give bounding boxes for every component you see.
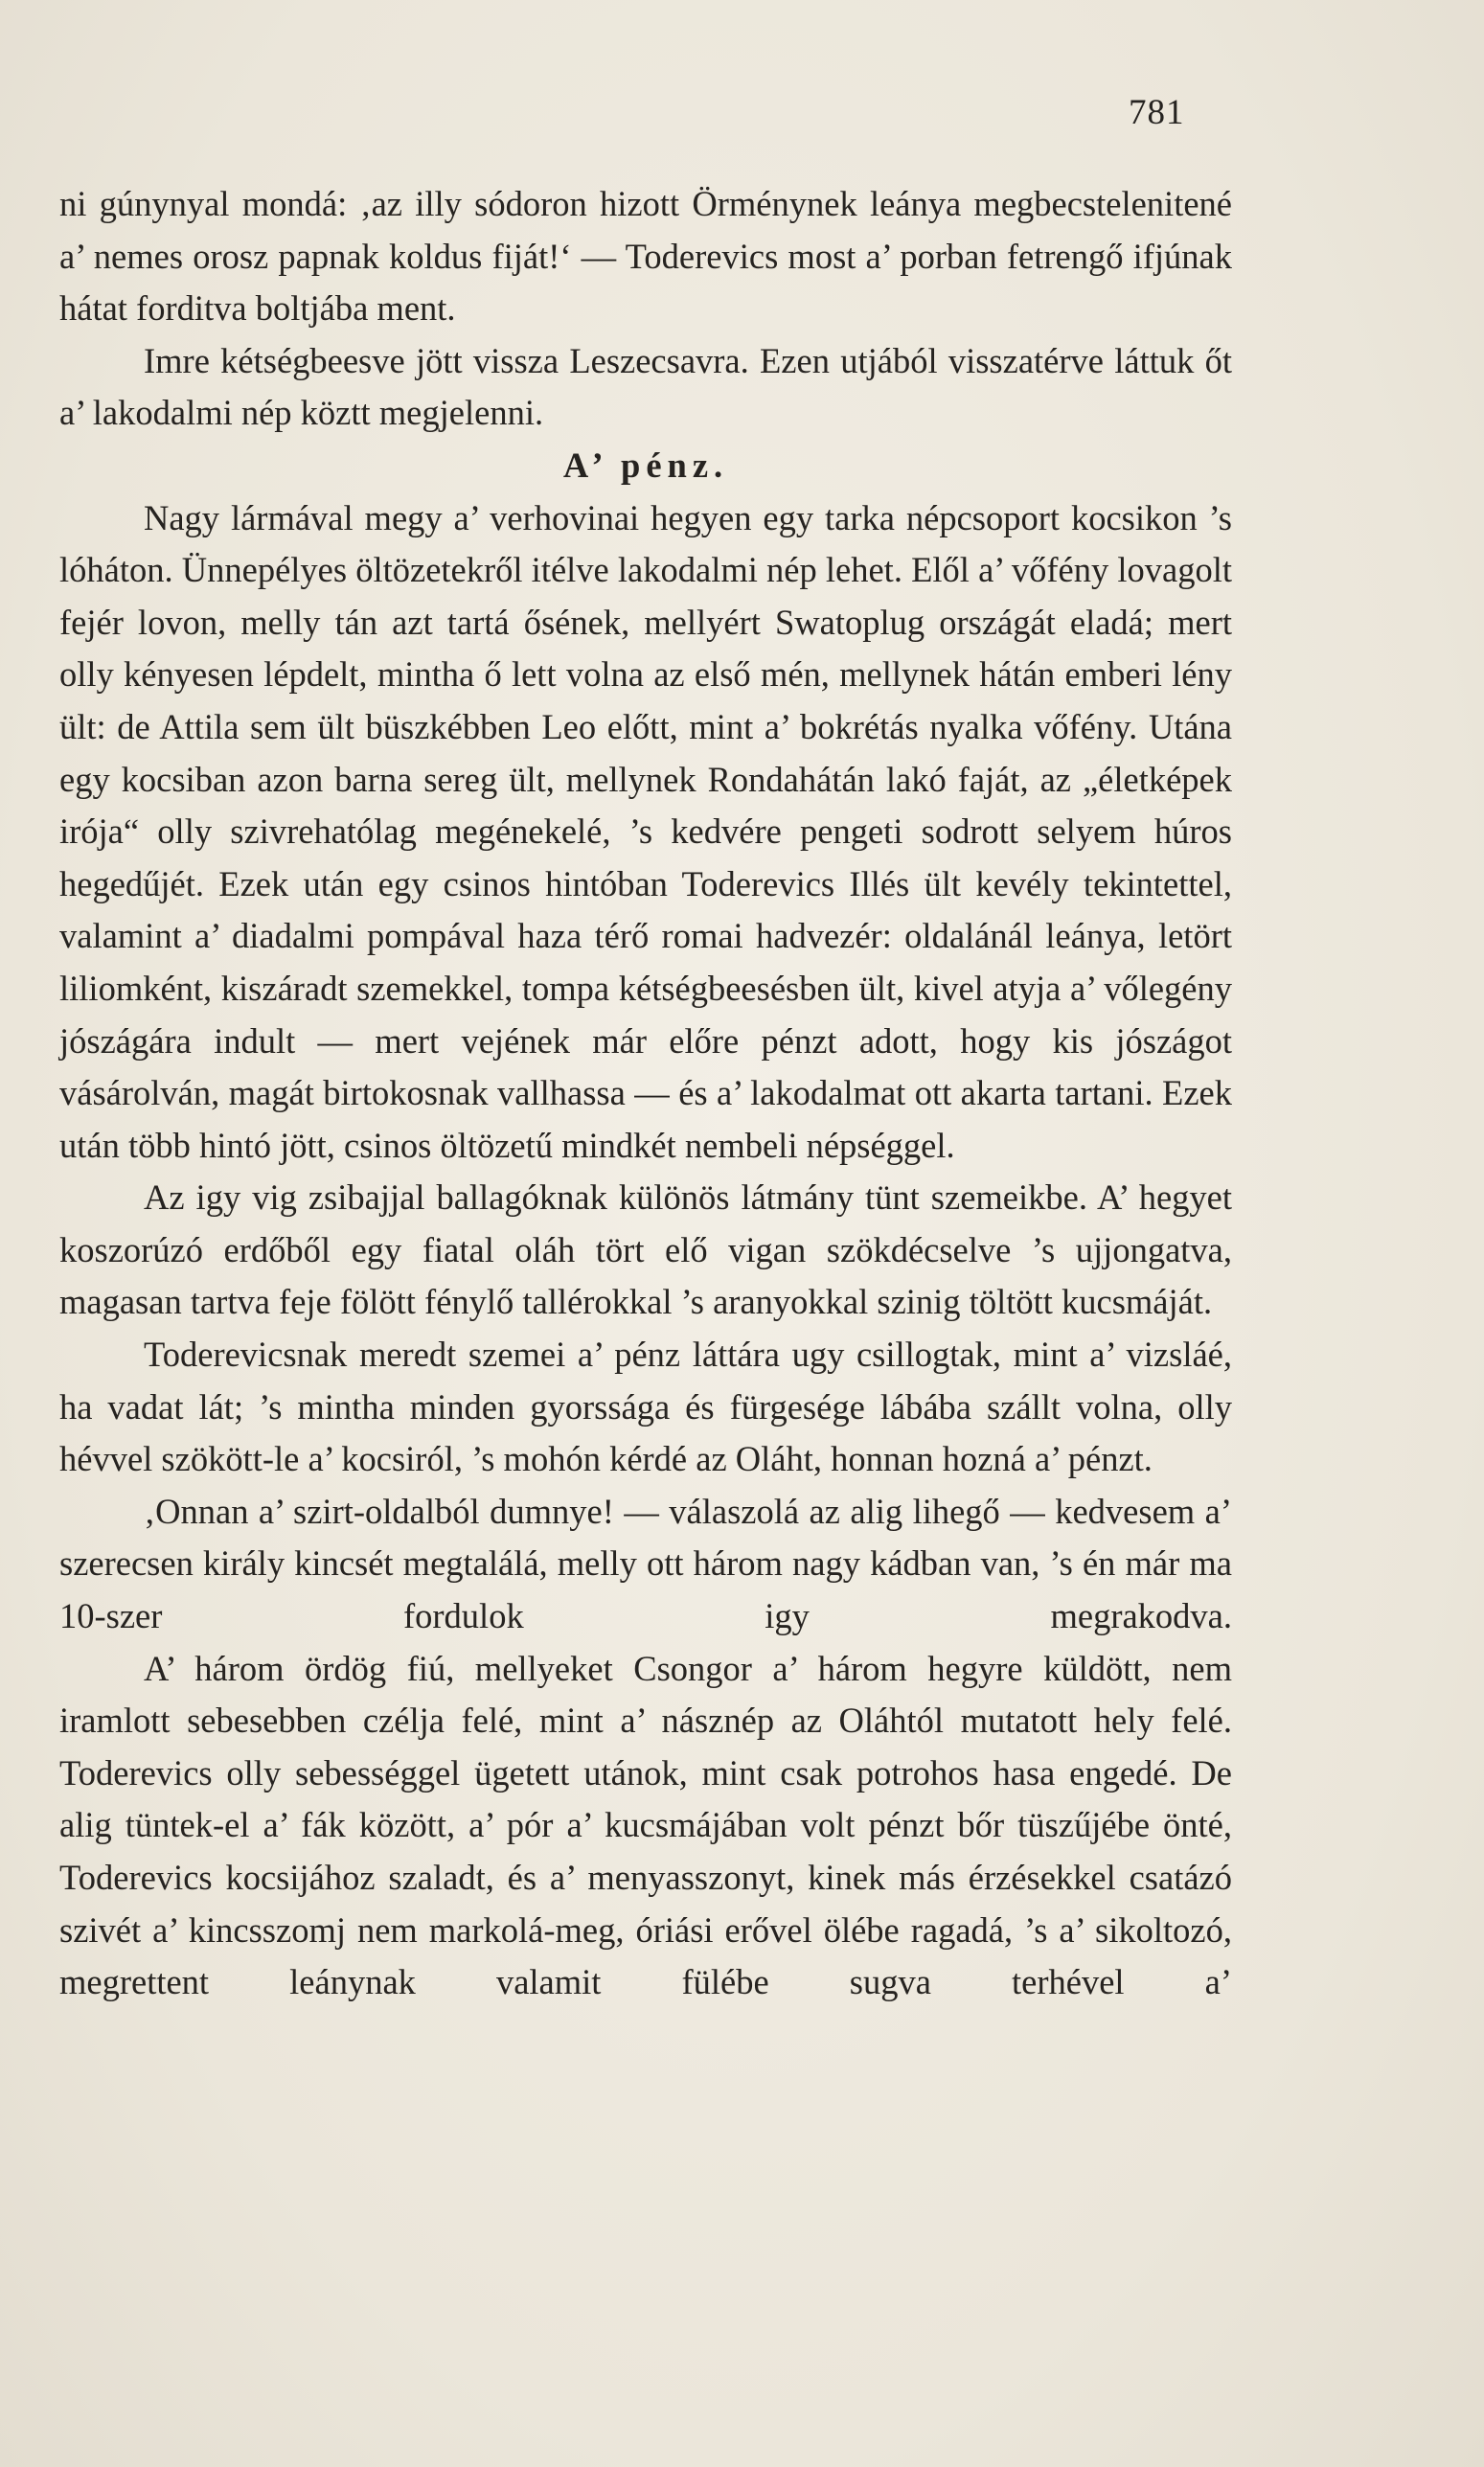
page-number: 781 [1129, 93, 1185, 132]
paragraph: ‚Onnan a’ szirt-oldalból dumnye! — válaszolá az alig lihegő — kedvesem a’ szerecsen király kincsét megtalálá, melly ott három nagy kádban van, ’s én már ma 10-szer fordulok igy megrakodva. [59, 1491, 1232, 1636]
paragraph: Imre kétségbeesve jött vissza Leszecsavra. Ezen utjából visszatérve láttuk őt a’ lakodalmi nép köztt megjelenni. [59, 340, 1232, 433]
section-heading: A’ pénz. [562, 445, 729, 485]
body-text [59, 178, 1232, 2009]
paragraph: Nagy lármával megy a’ verhovinai hegyen egy tarka népcsoport kocsikon ’s lóháton. Ünnepélyes öltözetekről itélve lakodalmi nép lehet. Elől a’ vőfény lovagolt fejér lovon, melly tán azt tartá ősének, mellyért Swatoplug országát eladá; mert olly kényesen lépdelt, mintha ő lett volna az első mén, mellynek hátán emberi lény ült: de Attila sem ült büszkébben Leo előtt, mint a’ bokrétás nyalka vőfény. Utána egy kocsiban azon barna sereg ült, mellynek Rondahátán lakó faját, az „életképek irója“ olly szivrehatólag megénekelé, ’s kedvére pengeti sodrott selyem húros hegedűjét. Ezek után egy csinos hintóban Toderevics Illés ült kevély tekintettel, valamint a’ diadalmi pompával haza térő romai hadvezér: oldalánál leánya, letört liliomként, kiszáradt szemekkel, tompa kétségbeesésben ült, kivel atyja a’ vőlegény jószágára indult — mert vejének már előre pénzt adott, hogy kis jószágot vásárolván, magát birtokosnak vallhassa — és a’ lakodalmat ott akarta tartani. Ezek után több hintó jött, csinos öltözetű mindkét nembeli népséggel. [59, 497, 1232, 1165]
paragraph: ni gúnynyal mondá: ‚az illy sódoron hizott Örménynek leánya megbecstelenitené a’ nemes orosz papnak koldus fiját!‘ — Toderevics most a’ porban fetrengő ifjúnak hátat forditva boltjába ment. [59, 184, 1232, 329]
paragraph: A’ három ördög fiú, mellyeket Csongor a’ három hegyre küldött, nem iramlott sebesebben czélja felé, mint a’ násznép az Oláhtól mutatott hely felé. Toderevics olly sebességgel ügetett utánok, mint csak potrohos hasa engedé. De alig tüntek-el a’ fák között, a’ pór a’ kucsmájában volt pénzt bőr tüszűjébe önté, Toderevics kocsijához szaladt, és a’ menyasszonyt, kinek más érzésekkel csatázó szivét a’ kincsszomj nem markolá-meg, óriási erővel ölébe ragadá, ’s a’ sikoltozó, megrettent leánynak valamit fülébe sugva terhével a’ [59, 1648, 1232, 2002]
paragraph: Toderevicsnak meredt szemei a’ pénz láttára ugy csillogtak, mint a’ vizsláé, ha vadat lát; ’s mintha minden gyorssága és fürgesége lábába szállt volna, olly hévvel szökött-le a’ kocsiról, ’s mohón kérdé az Oláht, honnan hozná a’ pénzt. [59, 1335, 1232, 1479]
paragraph: Az igy vig zsibajjal ballagóknak különös látmány tünt szemeikbe. A’ hegyet koszorúzó erdőből egy fiatal oláh tört elő vigan szökdécselve ’s ujjongatva, magasan tartva feje fölött fénylő tallérokkal ’s aranyokkal szinig töltött kucsmáját. [59, 1177, 1232, 1322]
